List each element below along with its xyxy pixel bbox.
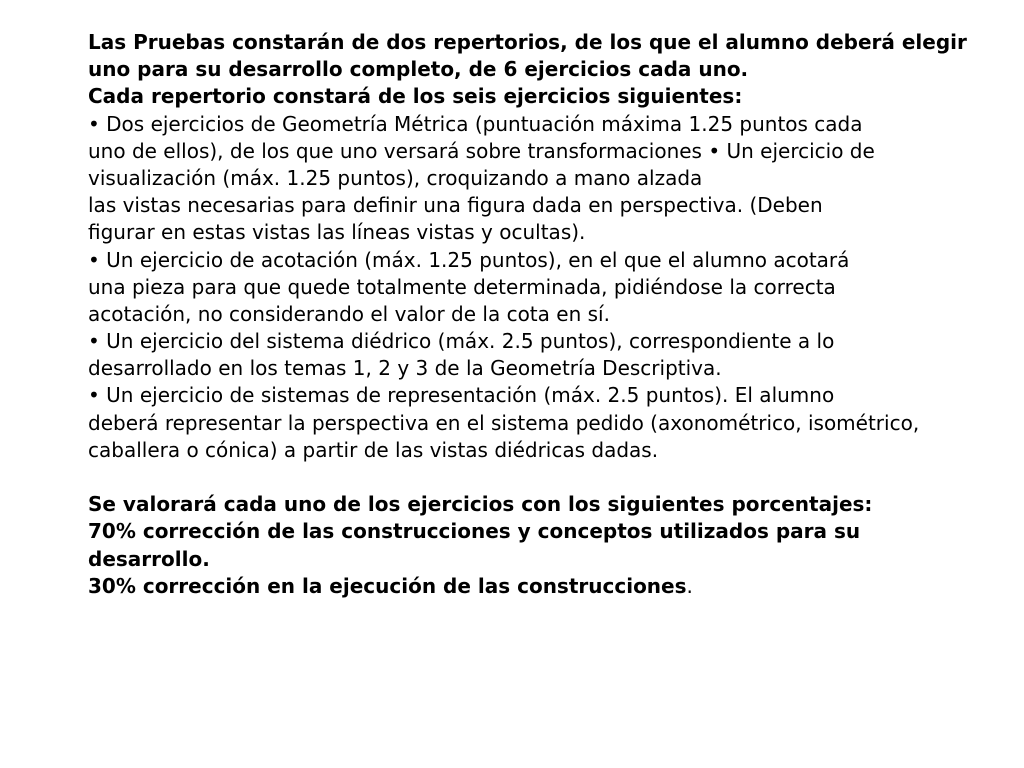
text-line: • Un ejercicio de acotación (máx. 1.25 puntos), en el que el alumno acotará: [88, 247, 850, 272]
text-line: Las Pruebas constarán de dos repertorios, de los que el alumno deberá elegir: [88, 30, 967, 54]
text-line: uno para su desarrollo completo, de 6 ejercicios cada uno.: [88, 57, 749, 82]
text-line: acotación, no considerando el valor de la cota en sí.: [88, 301, 610, 326]
text-line: visualización (máx. 1.25 puntos), croquizando a mano alzada: [88, 165, 703, 190]
evaluation-criterion-1: 70% corrección de las construcciones y conceptos utilizados para su: [88, 519, 861, 544]
text-line: • Un ejercicio de sistemas de representación (máx. 2.5 puntos). El alumno: [88, 383, 835, 408]
evaluation-section: [88, 491, 988, 600]
document-page: [88, 29, 988, 600]
text-line: • Dos ejercicios de Geometría Métrica (puntuación máxima 1.25 puntos cada: [88, 111, 863, 136]
evaluation-heading: Se valorará cada uno de los ejercicios con los siguientes porcentajes:: [88, 492, 873, 517]
text-line: una pieza para que quede totalmente determinada, pidiéndose la correcta: [88, 274, 836, 299]
exam-rules-text: [88, 29, 988, 464]
text-line: caballera o cónica) a partir de las vistas diédricas dadas.: [88, 437, 659, 462]
text-line: figurar en estas vistas las líneas vistas y ocultas).: [88, 220, 586, 245]
text-line: • Un ejercicio del sistema diédrico (máx. 2.5 puntos), correspondiente a lo: [88, 329, 835, 354]
evaluation-criterion-2-period: .: [686, 573, 693, 598]
text-line: uno de ellos), de los que uno versará sobre transformaciones • Un ejercicio de: [88, 138, 875, 163]
text-line: las vistas necesarias para definir una figura dada en perspectiva. (Deben: [88, 193, 823, 218]
evaluation-criterion-2: [88, 573, 988, 600]
text-line: desarrollado en los temas 1, 2 y 3 de la Geometría Descriptiva.: [88, 356, 722, 381]
evaluation-criterion-2-text: 30% corrección en la ejecución de las construcciones: [88, 573, 687, 598]
text-line: deberá representar la perspectiva en el sistema pedido (axonométrico, isométrico,: [88, 410, 920, 435]
paragraph-gap: [88, 464, 988, 491]
text-line: Cada repertorio constará de los seis ejercicios siguientes:: [88, 84, 743, 109]
evaluation-criterion-1-cont: desarrollo.: [88, 546, 210, 571]
